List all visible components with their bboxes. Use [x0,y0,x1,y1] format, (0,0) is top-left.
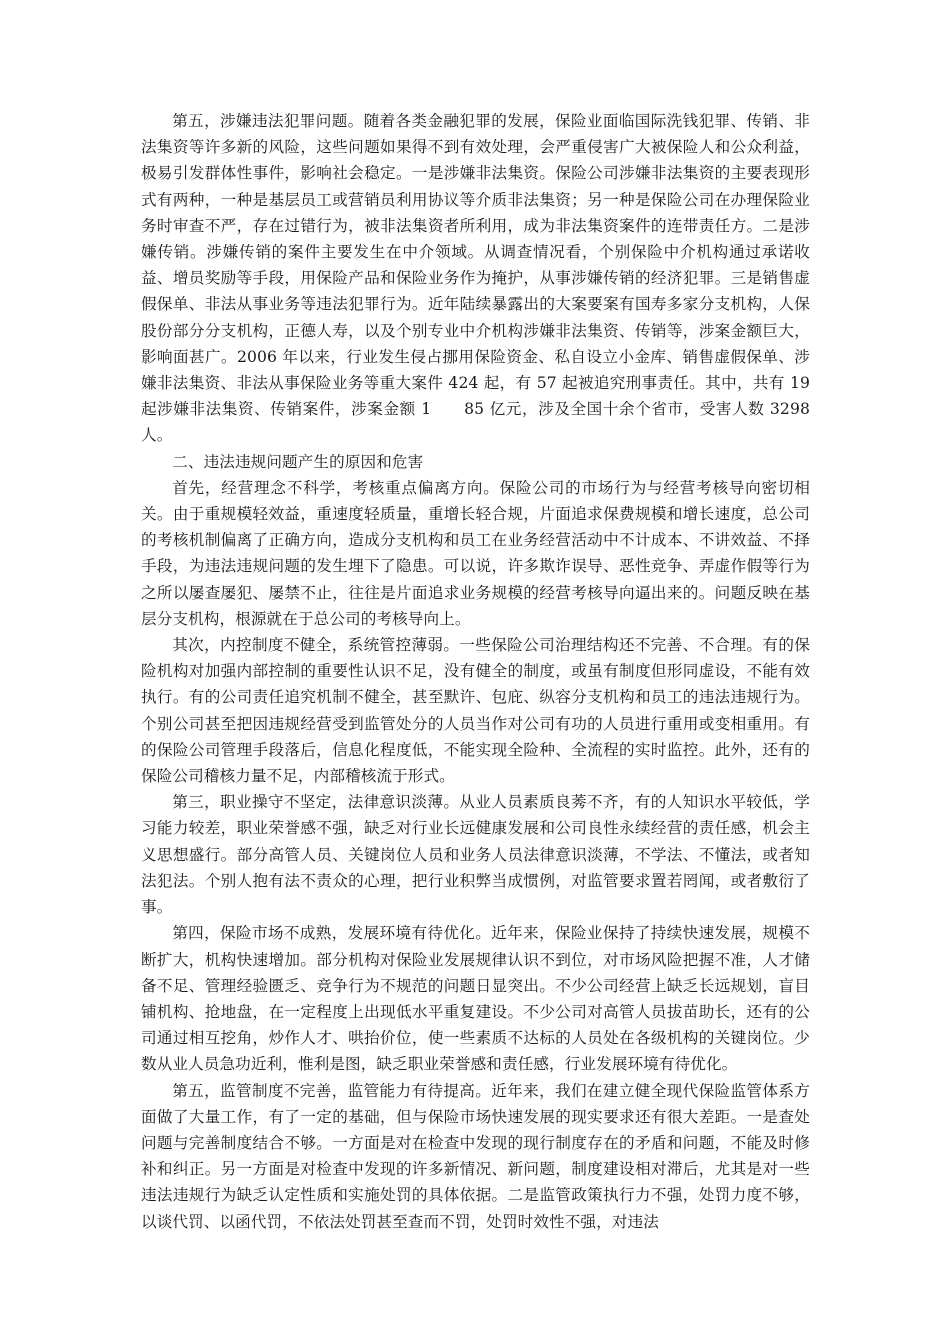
paragraph-third-professional-ethics: 第三，职业操守不坚定，法律意识淡薄。从业人员素质良莠不齐，有的人知识水平较低，学习能力较差，职业荣誉感不强，缺乏对行业长远健康发展和公司良性永续经营的责任感，机会主义思想盛行。部分高管人员、关键岗位人员和业务人员法律意识淡薄，不学法、不懂法，或者知法犯法。个别人抱有法不责众的心理，把行业积弊当成惯例，对监管要求置若罔闻，或者敷衍了事。 [141,793,810,917]
section-heading-causes: 二、违法违规问题产生的原因和危害 [172,452,424,471]
paragraph-fifth-illegal-crime: 第五，涉嫌违法犯罪问题。随着各类金融犯罪的发展，保险业面临国际洗钱犯罪、传销、非法集资等许多新的风险，这些问题如果得不到有效处理，会严重侵害广大被保险人和公众利益，极易引发群体性事件，影响社会稳定。一是涉嫌非法集资。保险公司涉嫌非法集资的主要表现形式有两种，一种是基层员工或营销员利用协议等介质非法集资；另一种是保险公司在办理保险业务时审查不严，存在过错行为，被非法集资者所利用，成为非法集资案件的连带责任方。二是涉嫌传销。涉嫌传销的案件主要发生在中介领域。从调查情况看，个别保险中介机构通过承诺收益、增员奖励等手段，用保险产品和保险业务作为掩护，从事涉嫌传销的经济犯罪。三是销售虚假保单、非法从事业务等违法犯罪行为。近年陆续暴露出的大案要案有国寿多家分支机构，人保股份部分分支机构，正德人寿，以及个别专业中介机构涉嫌非法集资、传销等，涉案金额巨大，影响面甚广。2006 年以来，行业发生侵占挪用保险资金、私自设立小金库、销售虚假保单、涉嫌非法集资、非法从事保险业务等重大案件 424 起，有 57 起被追究刑事责任。其中，共有 19 起涉嫌非法集资、传销案件，涉案金额 1 85 亿元，涉及全国十余个省市，受害人数 3298 人。 [141,112,810,445]
paragraph-fifth-regulation: 第五，监管制度不完善，监管能力有待提高。近年来，我们在建立健全现代保险监管体系方面做了大量工作，有了一定的基础，但与保险市场快速发展的现实要求还有很大差距。一是查处问题与完善制度结合不够。一方面是对在检查中发现的现行制度存在的矛盾和问题，不能及时修补和纠正。另一方面是对检查中发现的许多新情况、新问题，制度建设相对滞后，尤其是对一些违法违规行为缺乏认定性质和实施处罚的具体依据。二是监管政策执行力不强，处罚力度不够，以谈代罚、以函代罚，不依法处罚甚至查而不罚，处罚时效性不强，对违法 [141,1081,810,1231]
document-body [141,108,810,1235]
paragraph-second-internal-control: 其次，内控制度不健全，系统管控薄弱。一些保险公司治理结构还不完善、不合理。有的保险机构对加强内部控制的重要性认识不足，没有健全的制度，或虽有制度但形同虚设，不能有效执行。有的公司责任追究机制不健全，甚至默许、包庇、纵容分支机构和员工的违法违规行为。个别公司甚至把因违规经营受到监管处分的人员当作对公司有功的人员进行重用或变相重用。有的保险公司管理手段落后，信息化程度低，不能实现全险种、全流程的实时监控。此外，还有的保险公司稽核力量不足，内部稽核流于形式。 [141,636,810,786]
paragraph-first-business-philosophy: 首先，经营理念不科学，考核重点偏离方向。保险公司的市场行为与经营考核导向密切相关。由于重规模轻效益，重速度轻质量，重增长轻合规，片面追求保费规模和增长速度，总公司的考核机制偏离了正确方向，造成分支机构和员工在业务经营活动中不计成本、不讲效益、不择手段，为违法违规问题的发生埋下了隐患。可以说，许多欺诈误导、恶性竞争、弄虚作假等行为之所以屡查屡犯、屡禁不止，往往是片面追求业务规模的经营考核导向逼出来的。问题反映在基层分支机构，根源就在于总公司的考核导向上。 [141,478,810,628]
paragraph-fourth-market-immaturity: 第四，保险市场不成熟，发展环境有待优化。近年来，保险业保持了持续快速发展，规模不断扩大，机构快速增加。部分机构对保险业发展规律认识不到位，对市场风险把握不准，人才储备不足、管理经验匮乏、竞争行为不规范的问题日显突出。不少公司经营上缺乏长远规划，盲目铺机构、抢地盘，在一定程度上出现低水平重复建设。不少公司对高管人员拔苗助长，还有的公司通过相互挖角，炒作人才、哄抬价位，使一些素质不达标的人员处在各级机构的关键岗位。少数从业人员急功近利，惟利是图，缺乏职业荣誉感和责任感，行业发展环境有待优化。 [141,924,810,1074]
